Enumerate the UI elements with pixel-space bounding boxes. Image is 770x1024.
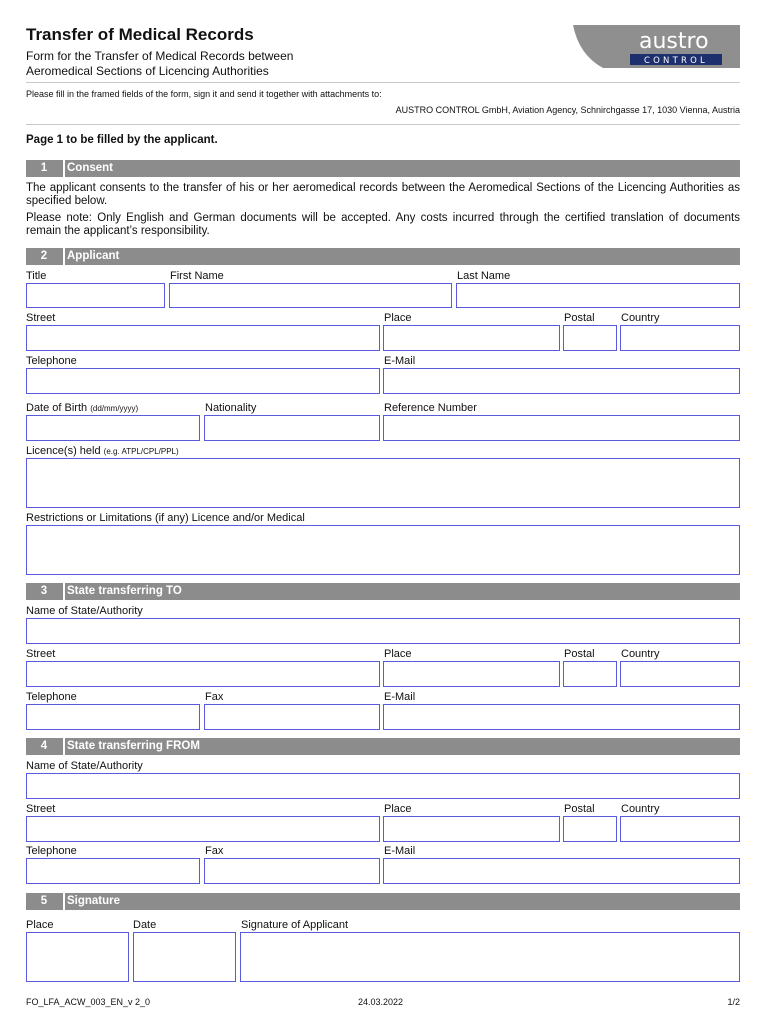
applicant-restrictions-textarea[interactable] [26, 525, 740, 575]
to-email-input[interactable] [383, 704, 740, 730]
from-telephone-input[interactable] [26, 858, 200, 884]
from-postal-input[interactable] [563, 816, 617, 842]
section-from-header [26, 738, 740, 755]
label-email: E-Mail [384, 355, 416, 367]
applicant-last-name-input[interactable] [456, 283, 740, 308]
section-number: 2 [40, 250, 48, 262]
section-number: 3 [40, 585, 48, 597]
consent-note: Please note: Only English and German documents will be accepted. Any costs incurred through the certified translation of documents remain the applicant’s responsibility. [26, 212, 740, 237]
label-to-postal: Postal [564, 648, 595, 660]
label-signature-applicant: Signature of Applicant [241, 919, 349, 931]
signature-box[interactable] [240, 932, 740, 982]
consent-statement: The applicant consents to the transfer of his or her aeromedical records between the Aeromedical Sections of the Licencing Authorities as specified below. [26, 182, 740, 207]
label-licences-text: Licence(s) held [26, 445, 101, 457]
label-to-telephone: Telephone [26, 691, 77, 703]
applicant-telephone-input[interactable] [26, 368, 380, 394]
label-place: Place [384, 312, 412, 324]
label-from-place: Place [384, 803, 412, 815]
from-country-input[interactable] [620, 816, 740, 842]
logo-word-control: CONTROL [644, 56, 708, 66]
section-number: 4 [40, 740, 48, 752]
label-to-authority: Name of State/Authority [26, 605, 143, 617]
label-signature-place: Place [26, 919, 54, 931]
from-fax-input[interactable] [204, 858, 380, 884]
from-street-input[interactable] [26, 816, 380, 842]
form-code: FO_LFA_ACW_003_EN_v 2_0 [26, 997, 151, 1007]
to-postal-input[interactable] [563, 661, 617, 687]
mailing-address: AUSTRO CONTROL GmbH, Aviation Agency, Schnirchgasse 17, 1030 Vienna, Austria [395, 105, 740, 115]
section-separator [63, 248, 65, 265]
label-from-country: Country [621, 803, 660, 815]
section-separator [63, 583, 65, 600]
label-from-telephone: Telephone [26, 845, 77, 857]
to-telephone-input[interactable] [26, 704, 200, 730]
section-separator [63, 738, 65, 755]
label-from-authority: Name of State/Authority [26, 760, 143, 772]
label-telephone: Telephone [26, 355, 77, 367]
page-subtitle [26, 49, 366, 79]
section-title: Applicant [67, 250, 120, 262]
to-country-input[interactable] [620, 661, 740, 687]
logo-word-austro: austro [639, 29, 709, 54]
section-consent-header [26, 160, 740, 177]
label-dob-text: Date of Birth [26, 402, 88, 414]
applicant-licences-textarea[interactable] [26, 458, 740, 508]
page-number: 1/2 [727, 997, 740, 1007]
applicant-reference-input[interactable] [383, 415, 740, 441]
label-to-email: E-Mail [384, 691, 416, 703]
section-separator [63, 160, 65, 177]
label-last-name: Last Name [457, 270, 511, 282]
label-licences [26, 445, 179, 457]
label-first-name: First Name [170, 270, 224, 282]
applicant-postal-input[interactable] [563, 325, 617, 351]
label-restrictions: Restrictions or Limitations (if any) Licence and/or Medical [26, 512, 305, 524]
section-separator [63, 893, 65, 910]
applicant-title-input[interactable] [26, 283, 165, 308]
to-authority-input[interactable] [26, 618, 740, 644]
label-licences-hint: (e.g. ATPL/CPL/PPL) [103, 447, 179, 456]
page-title: Transfer of Medical Records [26, 25, 254, 44]
form-date: 24.03.2022 [358, 997, 404, 1007]
label-country: Country [621, 312, 660, 324]
label-street: Street [26, 312, 56, 324]
from-authority-input[interactable] [26, 773, 740, 799]
applicant-email-input[interactable] [383, 368, 740, 394]
label-to-fax: Fax [205, 691, 224, 703]
subtitle-line-2: Aeromedical Sections of Licencing Authorities [26, 64, 269, 78]
label-from-email: E-Mail [384, 845, 416, 857]
label-from-street: Street [26, 803, 56, 815]
section-title: Signature [67, 895, 121, 907]
section-signature-header [26, 893, 740, 910]
instructions-text: Please fill in the framed fields of the form, sign it and send it together with attachments to: [26, 89, 382, 99]
from-place-input[interactable] [383, 816, 560, 842]
label-to-country: Country [621, 648, 660, 660]
label-nationality: Nationality [205, 402, 257, 414]
applicant-first-name-input[interactable] [169, 283, 452, 308]
header-divider [26, 82, 740, 83]
applicant-country-input[interactable] [620, 325, 740, 351]
label-to-place: Place [384, 648, 412, 660]
austro-control-logo [573, 25, 740, 68]
page-note: Page 1 to be filled by the applicant. [26, 134, 218, 146]
logo-graphic [573, 25, 740, 68]
signature-place-input[interactable] [26, 932, 129, 982]
label-to-street: Street [26, 648, 56, 660]
applicant-nationality-input[interactable] [204, 415, 380, 441]
section-applicant-header [26, 248, 740, 265]
section-to-header [26, 583, 740, 600]
section-title: Consent [67, 162, 113, 174]
label-from-fax: Fax [205, 845, 224, 857]
label-reference-number: Reference Number [384, 402, 477, 414]
section-title: State transferring FROM [67, 740, 200, 752]
section-title: State transferring TO [67, 585, 182, 597]
subtitle-line-1: Form for the Transfer of Medical Records between [26, 49, 294, 63]
address-divider [26, 124, 740, 125]
applicant-place-input[interactable] [383, 325, 560, 351]
applicant-street-input[interactable] [26, 325, 380, 351]
applicant-dob-input[interactable] [26, 415, 200, 441]
section-number: 1 [40, 162, 48, 174]
label-date-of-birth [26, 402, 138, 414]
label-title: Title [26, 270, 47, 282]
label-from-postal: Postal [564, 803, 595, 815]
section-number: 5 [40, 895, 48, 907]
signature-date-input[interactable] [133, 932, 236, 982]
label-dob-hint: (dd/mm/yyyy) [90, 404, 139, 413]
to-place-input[interactable] [383, 661, 560, 687]
to-fax-input[interactable] [204, 704, 380, 730]
from-email-input[interactable] [383, 858, 740, 884]
label-postal: Postal [564, 312, 595, 324]
label-signature-date: Date [133, 919, 157, 931]
to-street-input[interactable] [26, 661, 380, 687]
